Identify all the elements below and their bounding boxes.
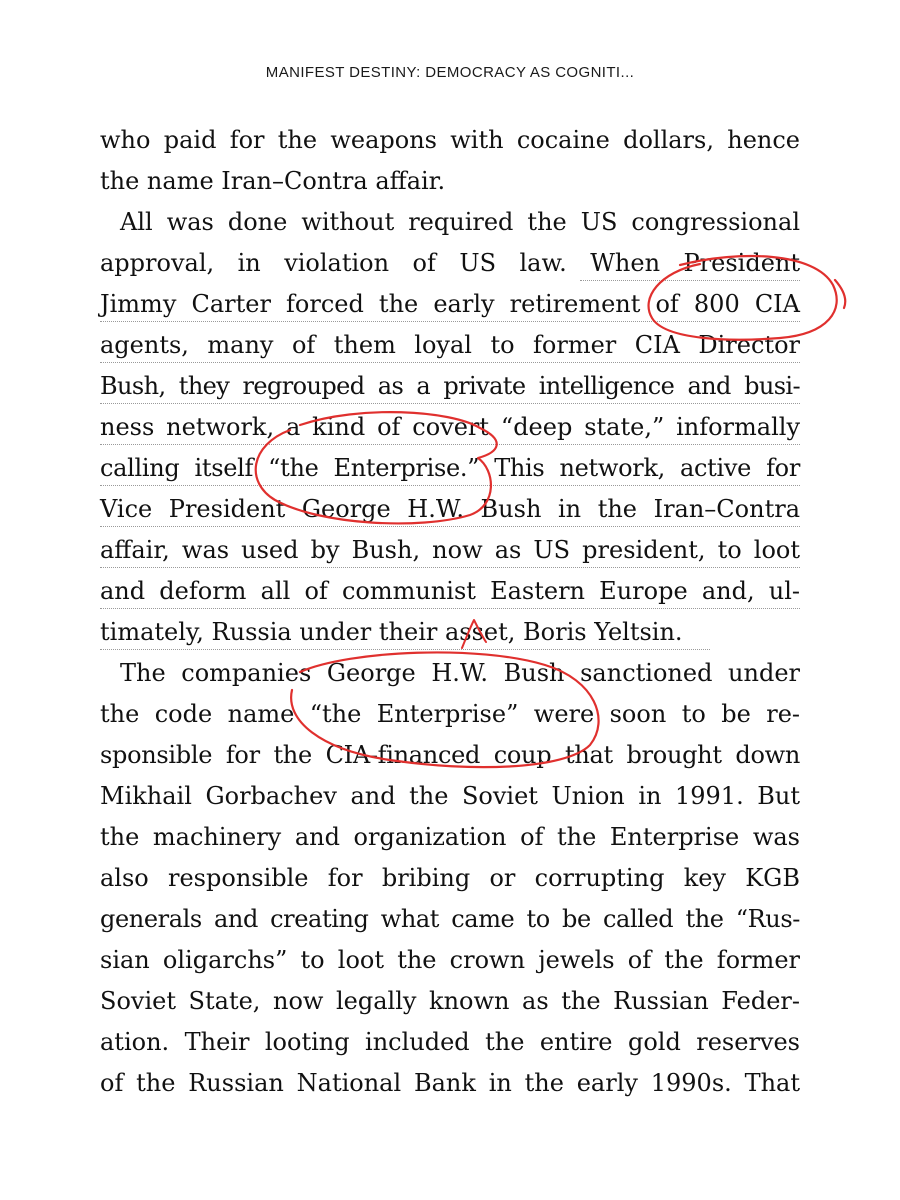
- text-line: also responsible for bribing or corrupting key KGB: [100, 864, 800, 892]
- text-line: affair, was used by Bush, now as US president, to loot: [100, 536, 800, 564]
- text-line: Soviet State, now legally known as the Russian Feder-: [100, 987, 800, 1015]
- text-line: All was done without required the US congressional: [120, 208, 800, 236]
- text-line: ation. Their looting included the entire gold reserves: [100, 1028, 800, 1056]
- text-line: the machinery and organization of the Enterprise was: [100, 823, 800, 851]
- text-line: agents, many of them loyal to former CIA Director: [100, 331, 800, 359]
- text-line: approval, in violation of US law. When President: [100, 249, 800, 277]
- text-line: who paid for the weapons with cocaine dollars, hence: [100, 126, 800, 154]
- text-line: the code name “the Enterprise” were soon to be re-: [100, 700, 800, 728]
- text-line: Vice President George H.W. Bush in the Iran–Contra: [100, 495, 800, 523]
- text-line: Jimmy Carter forced the early retirement of 800 CIA: [100, 290, 800, 318]
- text-line: generals and creating what came to be called the “Rus-: [100, 905, 800, 933]
- text-line: The companies George H.W. Bush sanctioned under: [120, 659, 800, 687]
- text-line: sian oligarchs” to loot the crown jewels of the former: [100, 946, 800, 974]
- running-head-title: MANIFEST DESTINY: DEMOCRACY AS COGNITI...: [265, 64, 635, 81]
- text-line: Mikhail Gorbachev and the Soviet Union in 1991. But: [100, 782, 800, 810]
- text-line: calling itself “the Enterprise.” This network, active for: [100, 454, 800, 482]
- text-line: Bush, they regrouped as a private intelligence and busi-: [100, 372, 800, 400]
- text-line: and deform all of communist Eastern Europe and, ul-: [100, 577, 800, 605]
- text-line: timately, Russia under their asset, Boris Yeltsin.: [100, 618, 683, 646]
- text-line: the name Iran–Contra affair.: [100, 167, 446, 195]
- text-line: sponsible for the CIA-financed coup that brought down: [100, 741, 800, 769]
- text-line: ness network, a kind of covert “deep state,” informally: [100, 413, 800, 441]
- text-line: of the Russian National Bank in the early 1990s. That: [100, 1069, 800, 1097]
